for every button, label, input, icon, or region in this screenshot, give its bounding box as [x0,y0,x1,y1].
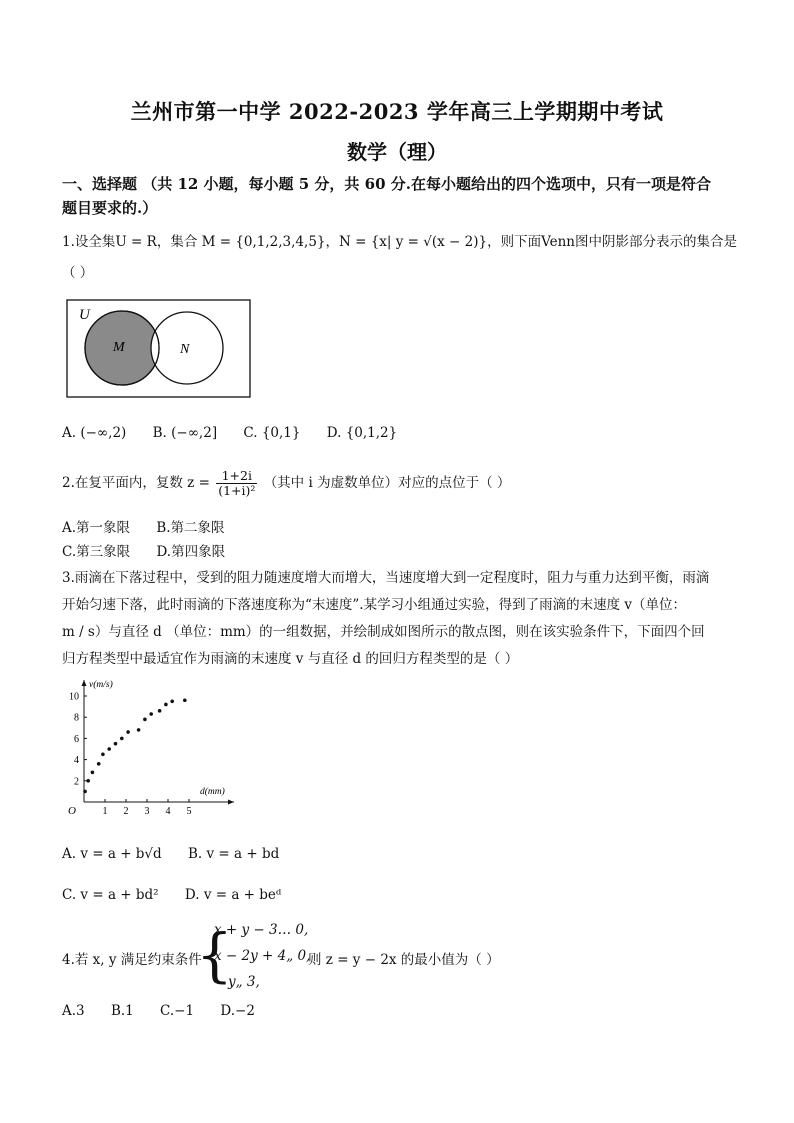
q2-fraction [216,469,257,498]
q4-brace: { [196,921,233,989]
q4-constraint-3: y„ 3, [228,974,260,990]
q1-option-a[interactable]: A. (−∞,2) [62,425,127,441]
section-heading-line1: 一、选择题 （共 12 小题，每小题 5 分，共 60 分.在每小题给出的四个选项中，只有一项是符合 [62,175,711,193]
y-axis-arrow [82,680,87,686]
x-tick-label: 2 [123,806,129,817]
x-tick-label: 3 [144,806,150,817]
q3-option-b[interactable]: B. v = a + bd [187,846,280,862]
data-point [107,747,111,751]
x-axis-label: d(mm) [200,787,225,797]
venn-u-label: U [79,307,90,323]
q2-option-c[interactable]: C.第三象限 [62,544,131,560]
section-heading [62,172,742,220]
q2-numerator: 1+2i [216,469,257,484]
q2-options-row2 [62,542,742,562]
section-heading-line2: 题目要求的.） [62,199,158,217]
q4-option-d[interactable]: D.−2 [220,1003,255,1019]
q1-option-c[interactable]: C. {0,1} [243,425,301,441]
q4-block [62,918,742,998]
q4-suffix: 则 z = y − 2x 的最小值为（ ） [308,952,500,968]
q1-paren: （ ） [62,265,94,281]
q2-denominator: (1+i)² [218,483,256,498]
x-tick-label: 4 [165,806,171,817]
y-tick-label: 8 [74,712,79,724]
data-point [101,753,105,757]
data-point [114,742,118,746]
origin-label: O [68,805,76,817]
venn-m-label: M [113,340,125,355]
q4-prefix: 4.若 x, y 满足约束条件 [62,952,202,968]
q4-constraint-2: x − 2y + 4„ 0, [214,948,311,964]
y-tick-label: 6 [74,733,79,745]
data-point [143,718,147,722]
data-point [91,771,95,775]
venn-n-label: N [180,342,190,357]
q2-option-a[interactable]: A.第一象限 [62,520,131,536]
x-tick-label: 1 [102,806,108,817]
data-point [126,730,130,734]
q3-line1: 3.雨滴在下落过程中，受到的阻力随速度增大而增大，当速度增大到一定程度时，阻力与重力达到平衡，雨滴 [62,570,710,586]
q2-suffix: （其中 i 为虚数单位）对应的点位于（ ） [263,475,511,491]
x-tick-label: 5 [186,806,192,817]
y-tick-label: 2 [74,776,79,788]
q4-constraint-1: x + y − 3… 0, [214,922,309,938]
q2-prefix: 2.在复平面内，复数 z = [62,475,210,491]
q3-line2: 开始匀速下落，此时雨滴的下落速度称为“末速度”.某学习小组通过实验，得到了雨滴的末速度 v（单位： [62,597,687,613]
q4-options [62,1001,742,1021]
data-point [149,712,153,716]
data-point [83,790,87,794]
q4-option-a[interactable]: A.3 [62,1003,85,1019]
data-point [86,779,90,783]
page-subtitle: 数学（理） [347,140,447,164]
q3-option-d[interactable]: D. v = a + beᵈ [184,887,282,903]
data-point [120,737,124,741]
q2-text [62,464,742,502]
q1-option-d[interactable]: D. {0,1,2} [326,425,398,441]
q3-option-c[interactable]: C. v = a + bd² [62,887,159,903]
q2-options-row1 [62,518,742,538]
q3-line4: 归方程类型中最适宜作为雨滴的末速度 v 与直径 d 的回归方程类型的是（ ） [62,651,519,667]
q3-options-row1 [62,844,742,864]
q2-option-d[interactable]: D.第四象限 [156,544,226,560]
q3-options-row2 [62,885,742,905]
q1-options [62,423,742,443]
x-axis-arrow [228,800,234,805]
y-tick-label: 4 [74,755,79,767]
data-point [97,762,101,766]
q2-option-b[interactable]: B.第二象限 [156,520,225,536]
scatter-chart [64,672,244,822]
data-point [183,698,187,702]
q3-option-a[interactable]: A. v = a + b√d [62,846,162,862]
q1-text: 1.设全集U = R，集合 M = {0,1,2,3,4,5}，N = {x| y = √(x − 2)}，则下面Venn图中阴影部分表示的集合是 [62,234,737,250]
data-point [137,728,141,732]
page-title: 兰州市第一中学 2022-2023 学年高三上学期期中考试 [130,99,664,124]
q3-text [62,565,737,673]
y-tick-label: 10 [69,691,79,703]
venn-diagram [66,299,252,399]
q3-line3: m / s）与直径 d （单位：mm）的一组数据，并绘制成如图所示的散点图，则在该实验条件下，下面四个回 [62,624,705,640]
data-point [158,709,162,713]
data-point [170,700,174,704]
data-point [164,703,168,707]
q4-option-b[interactable]: B.1 [110,1003,134,1019]
q4-option-c[interactable]: C.−1 [160,1003,195,1019]
q1-option-b[interactable]: B. (−∞,2] [152,425,218,441]
y-axis-label: v(m/s) [89,680,113,690]
